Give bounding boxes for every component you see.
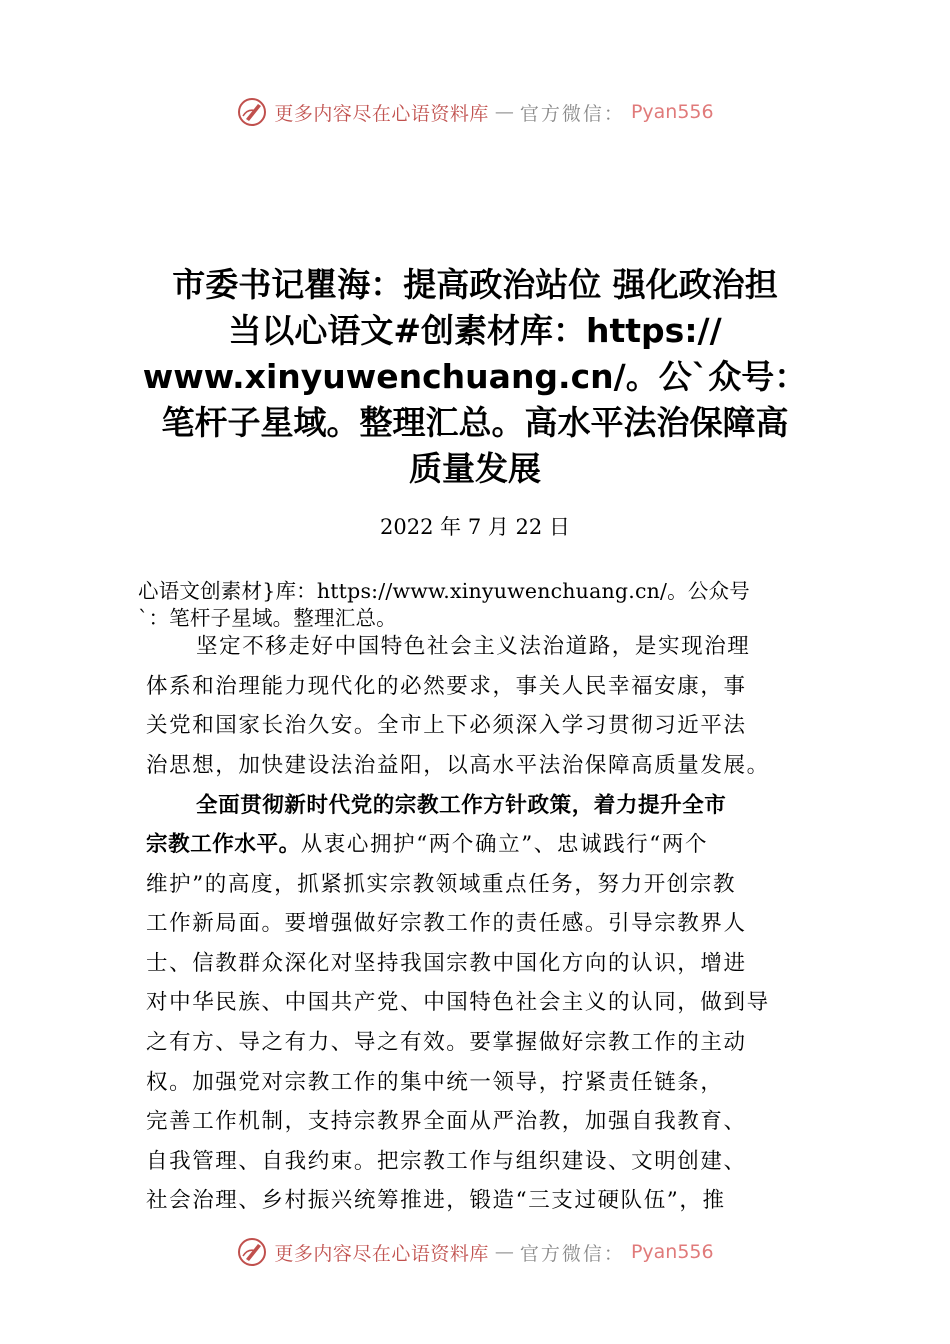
- body-line: 治思想，加快建设法治益阳，以高水平法治保障高质量发展。: [146, 753, 770, 778]
- body-line: 权。加强党对宗教工作的集中统一领导，拧紧责任链条，: [146, 1070, 724, 1095]
- body-line: 自我管理、自我约束。把宗教工作与组织建设、文明创建、: [146, 1149, 747, 1174]
- section-heading-end: 宗教工作水平。: [146, 832, 301, 857]
- body-line: [146, 825, 708, 865]
- banner-wechat-id: Pyan556: [630, 1241, 714, 1263]
- banner-slogan: 更多内容尽在心语资料库: [274, 1242, 489, 1265]
- body-line: 坚定不移走好中国特色社会主义法治道路，是实现治理: [196, 634, 751, 659]
- section-heading: 全面贯彻新时代党的宗教工作方针政策，着力提升全市: [196, 793, 727, 818]
- footer-banner: [0, 1232, 950, 1272]
- banner-wechat-label: 官方微信：: [519, 102, 625, 125]
- banner-dash: —: [494, 101, 514, 123]
- body-text: 从衷心拥护“两个确立”、忠诚践行“两个: [300, 832, 709, 857]
- body-line: 完善工作机制，支持宗教界全面从严治教，加强自我教育、: [146, 1109, 747, 1134]
- body-line: [196, 786, 726, 826]
- body-line: 之有方、导之有力、导之有效。要掌握做好宗教工作的主动: [146, 1030, 747, 1055]
- pen-circle-logo-icon: [236, 96, 268, 128]
- banner-dash: —: [494, 1241, 514, 1263]
- banner-wechat-label: 官方微信：: [519, 1242, 625, 1265]
- document-date: 2022 年 7 月 22 日: [380, 515, 570, 539]
- banner-slogan: 更多内容尽在心语资料库: [274, 102, 489, 125]
- body-line: 对中华民族、中国共产党、中国特色社会主义的认同，做到导: [146, 990, 770, 1015]
- body-line: 工作新局面。要增强做好宗教工作的责任感。引导宗教界人: [146, 911, 747, 936]
- source-note: 心语文创素材}库：https://www.xinyuwenchuang.cn/。公众号 `：笔杆子星域。整理汇总。: [138, 579, 750, 630]
- header-banner: [0, 92, 950, 132]
- body-line: 社会治理、乡村振兴统筹推进，锻造“三支过硬队伍”，推: [146, 1188, 726, 1213]
- body-line: 体系和治理能力现代化的必然要求，事关人民幸福安康，事: [146, 674, 747, 699]
- body-line: 关党和国家长治久安。全市上下必须深入学习贯彻习近平法: [146, 713, 747, 738]
- pen-circle-logo-icon: [236, 1236, 268, 1268]
- body-line: 士、信教群众深化对坚持我国宗教中国化方向的认识，增进: [146, 951, 747, 976]
- body-line: 维护”的高度，抓紧抓实宗教领域重点任务，努力开创宗教: [146, 872, 737, 897]
- banner-wechat-id: Pyan556: [630, 101, 714, 123]
- document-title: 市委书记瞿海：提高政治站位 强化政治担 当以心语文#创素材库：https:// www.xinyuwenchuang.cn/。公`众号： 笔杆子星域。整理汇总。高水平法治保障高 质量发展: [142, 265, 808, 488]
